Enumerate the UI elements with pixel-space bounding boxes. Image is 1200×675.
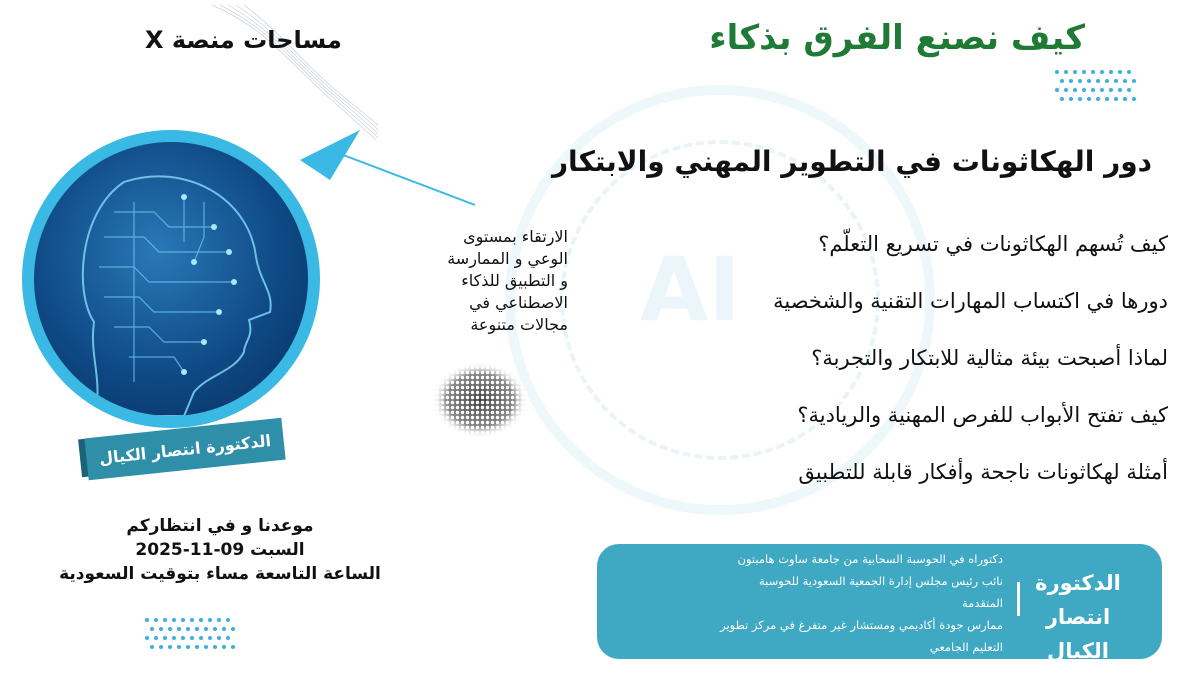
list-item: أمثلة لهكاثونات ناجحة وأفكار قابلة للتطبيق bbox=[798, 460, 1168, 484]
dot-pattern-bottom-left bbox=[145, 618, 255, 658]
description-line: و التطبيق للذكاء bbox=[461, 271, 568, 290]
bio-line: ممارس جودة أكاديمي ومستشار غير متفرغ في مركز تطوير bbox=[720, 618, 1003, 632]
list-item: كيف تفتح الأبواب للفرص المهنية والريادية؟ bbox=[797, 403, 1168, 427]
speaker-card bbox=[597, 544, 1162, 663]
speech-pointer bbox=[300, 130, 480, 210]
speaker-name-banner: الدكتورة انتصار الكيال bbox=[84, 418, 285, 480]
card-speaker-name bbox=[1018, 566, 1138, 668]
card-divider bbox=[1017, 582, 1020, 616]
ai-head-image bbox=[34, 142, 308, 416]
session-subtitle: دور الهكاثونات في التطوير المهني والابتكار bbox=[551, 145, 1152, 178]
appointment-date: السبت 09-11-2025 bbox=[135, 540, 305, 560]
list-item: كيف تُسهم الهكاثونات في تسريع التعلّم؟ bbox=[818, 232, 1168, 256]
wave-lines-decoration bbox=[200, 0, 380, 140]
list-item: لماذا أصبحت بيئة مثالية للابتكار والتجربة؟ bbox=[811, 346, 1168, 370]
bio-line: دكتوراه في الحوسبة السحابية من جامعة ساوث هامبتون bbox=[737, 552, 1003, 566]
card-bio bbox=[611, 548, 1003, 658]
description-line: مجالات متنوعة bbox=[470, 315, 568, 334]
bio-line: المتقدمة bbox=[962, 596, 1003, 610]
speaker-description bbox=[378, 226, 568, 336]
watermark-ai-text: AI bbox=[640, 238, 741, 341]
halftone-sphere-decoration bbox=[430, 360, 530, 440]
list-item: دورها في اكتساب المهارات التقنية والشخصية bbox=[773, 289, 1168, 313]
description-line: الوعي و الممارسة bbox=[447, 249, 568, 268]
appointment-line: موعدنا و في انتظاركم bbox=[126, 516, 314, 536]
description-line: الارتقاء بمستوى bbox=[463, 227, 568, 246]
card-name-line: انتصار الكيال bbox=[1045, 605, 1111, 663]
page-title: كيف نصنع الفرق بذكاء bbox=[709, 18, 1085, 58]
platform-label: مساحات منصة X bbox=[145, 26, 342, 54]
description-line: الاصطناعي في bbox=[469, 293, 568, 312]
bio-line: التعليم الجامعي bbox=[929, 640, 1003, 654]
card-name-line: الدكتورة bbox=[1035, 571, 1121, 595]
session-points-list bbox=[648, 228, 1168, 513]
appointment-time: الساعة التاسعة مساء بتوقيت السعودية bbox=[59, 564, 381, 584]
appointment-info bbox=[40, 514, 400, 586]
dot-pattern-top-right bbox=[1055, 70, 1155, 110]
bio-line: نائب رئيس مجلس إدارة الجمعية السعودية للحوسبة bbox=[759, 574, 1003, 588]
